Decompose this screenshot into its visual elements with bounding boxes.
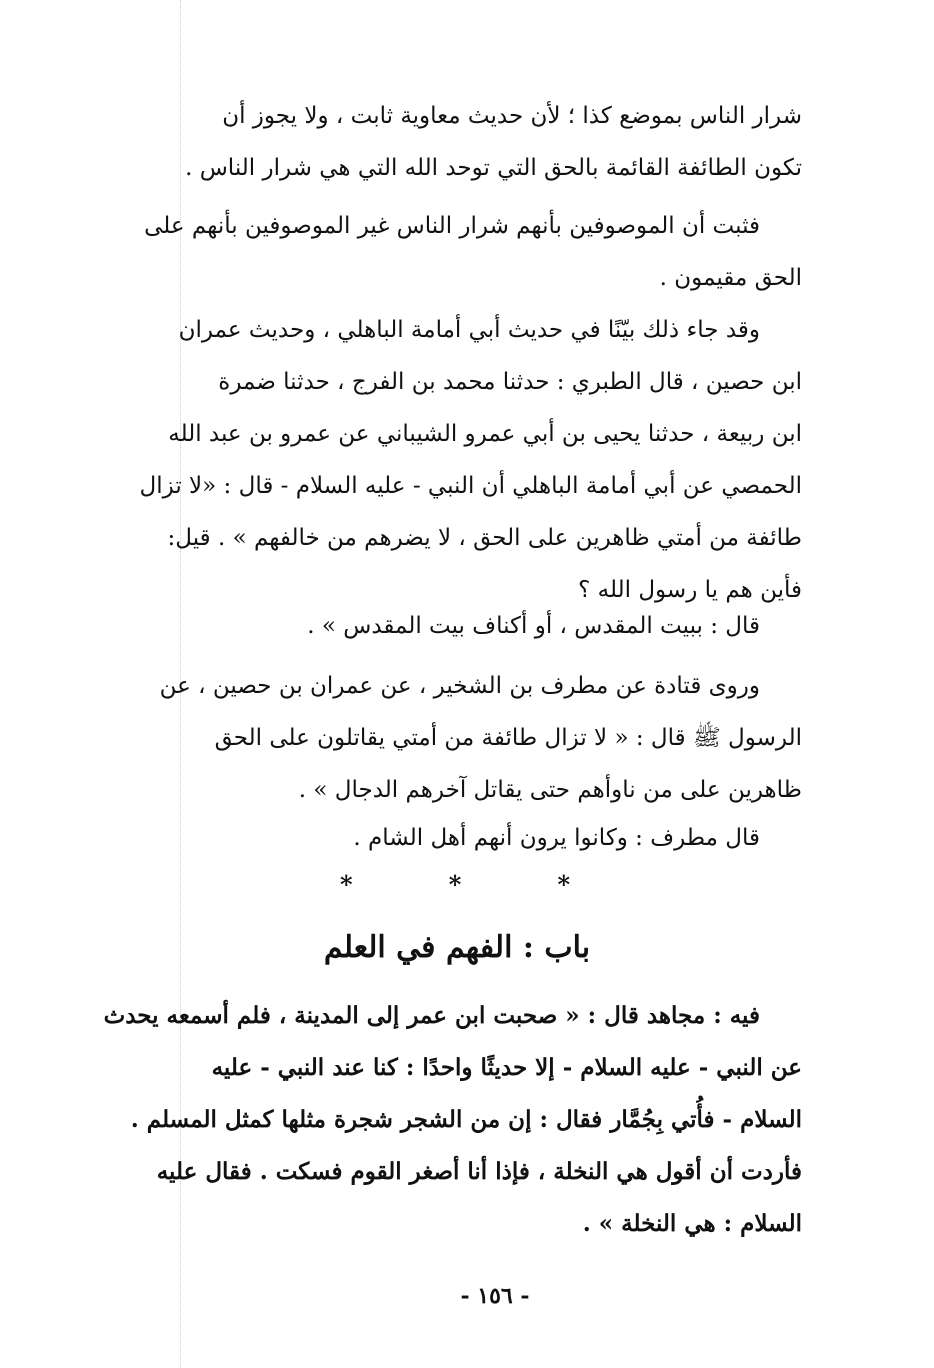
- paragraph-2: [112, 200, 802, 304]
- section-separator: [340, 870, 570, 899]
- chapter-heading: باب : الفهم في العلم: [323, 930, 591, 965]
- text-line: وروى قتادة عن مطرف بن الشخير ، عن عمران بن حصين ، عن: [159, 673, 760, 699]
- paragraph-1: [112, 90, 802, 194]
- text-line: فيه : مجاهد قال : « صحبت ابن عمر إلى المدينة ، فلم أسمعه يحدث: [103, 1002, 760, 1029]
- text-line: وقد جاء ذلك بيّنًا في حديث أبي أمامة الباهلي ، وحديث عمران: [178, 317, 760, 343]
- text-line: الحمصي عن أبي أمامة الباهلي أن النبي - عليه السلام - قال : «لا تزال: [139, 473, 802, 499]
- text-line: تكون الطائفة القائمة بالحق التي توحد الله التي هي شرار الناس .: [185, 155, 802, 181]
- text-line: ظاهرين على من ناوأهم حتى يقاتل آخرهم الدجال » .: [298, 777, 802, 803]
- text-line: الرسول ﷺ قال : « لا تزال طائفة من أمتي يقاتلون على الحق: [214, 725, 802, 751]
- text-line: فأين هم يا رسول الله ؟: [578, 577, 802, 603]
- text-line: السلام - فأُتي بِجُمَّار فقال : إن من الشجر شجرة مثلها كمثل المسلم .: [130, 1106, 802, 1133]
- text-line: فأردت أن أقول هي النخلة ، فإذا أنا أصغر القوم فسكت . فقال عليه: [156, 1158, 802, 1185]
- paragraph-4: [112, 600, 802, 652]
- text-line: ابن ربيعة ، حدثنا يحيى بن أبي عمرو الشيباني عن عمرو بن عبد الله: [168, 421, 802, 447]
- hadith-paragraph: [103, 990, 802, 1250]
- text-line: الحق مقيمون .: [659, 265, 802, 291]
- page-number: - ١٥٦ -: [460, 1283, 530, 1309]
- text-line: طائفة من أمتي ظاهرين على الحق ، لا يضرهم من خالفهم » . قيل:: [167, 525, 802, 551]
- star-glyph: *: [557, 870, 570, 899]
- text-line: شرار الناس بموضع كذا ؛ لأن حديث معاوية ثابت ، ولا يجوز أن: [222, 103, 802, 129]
- text-line: ابن حصين ، قال الطبري : حدثنا محمد بن الفرج ، حدثنا ضمرة: [218, 369, 802, 395]
- text-line: عن النبي - عليه السلام - إلا حديثًا واحدًا : كنا عند النبي - عليه: [211, 1054, 802, 1081]
- text-line: السلام : هي النخلة » .: [582, 1210, 802, 1237]
- text-line: قال مطرف : وكانوا يرون أنهم أهل الشام .: [353, 825, 760, 851]
- paragraph-6: [112, 812, 802, 864]
- text-line: فثبت أن الموصوفين بأنهم شرار الناس غير الموصوفين بأنهم على: [144, 213, 760, 239]
- star-glyph: *: [340, 870, 353, 899]
- text-line: قال : ببيت المقدس ، أو أكناف بيت المقدس » .: [307, 613, 760, 639]
- star-glyph: *: [448, 870, 462, 899]
- paragraph-3: [112, 304, 802, 616]
- paragraph-5: [112, 660, 802, 816]
